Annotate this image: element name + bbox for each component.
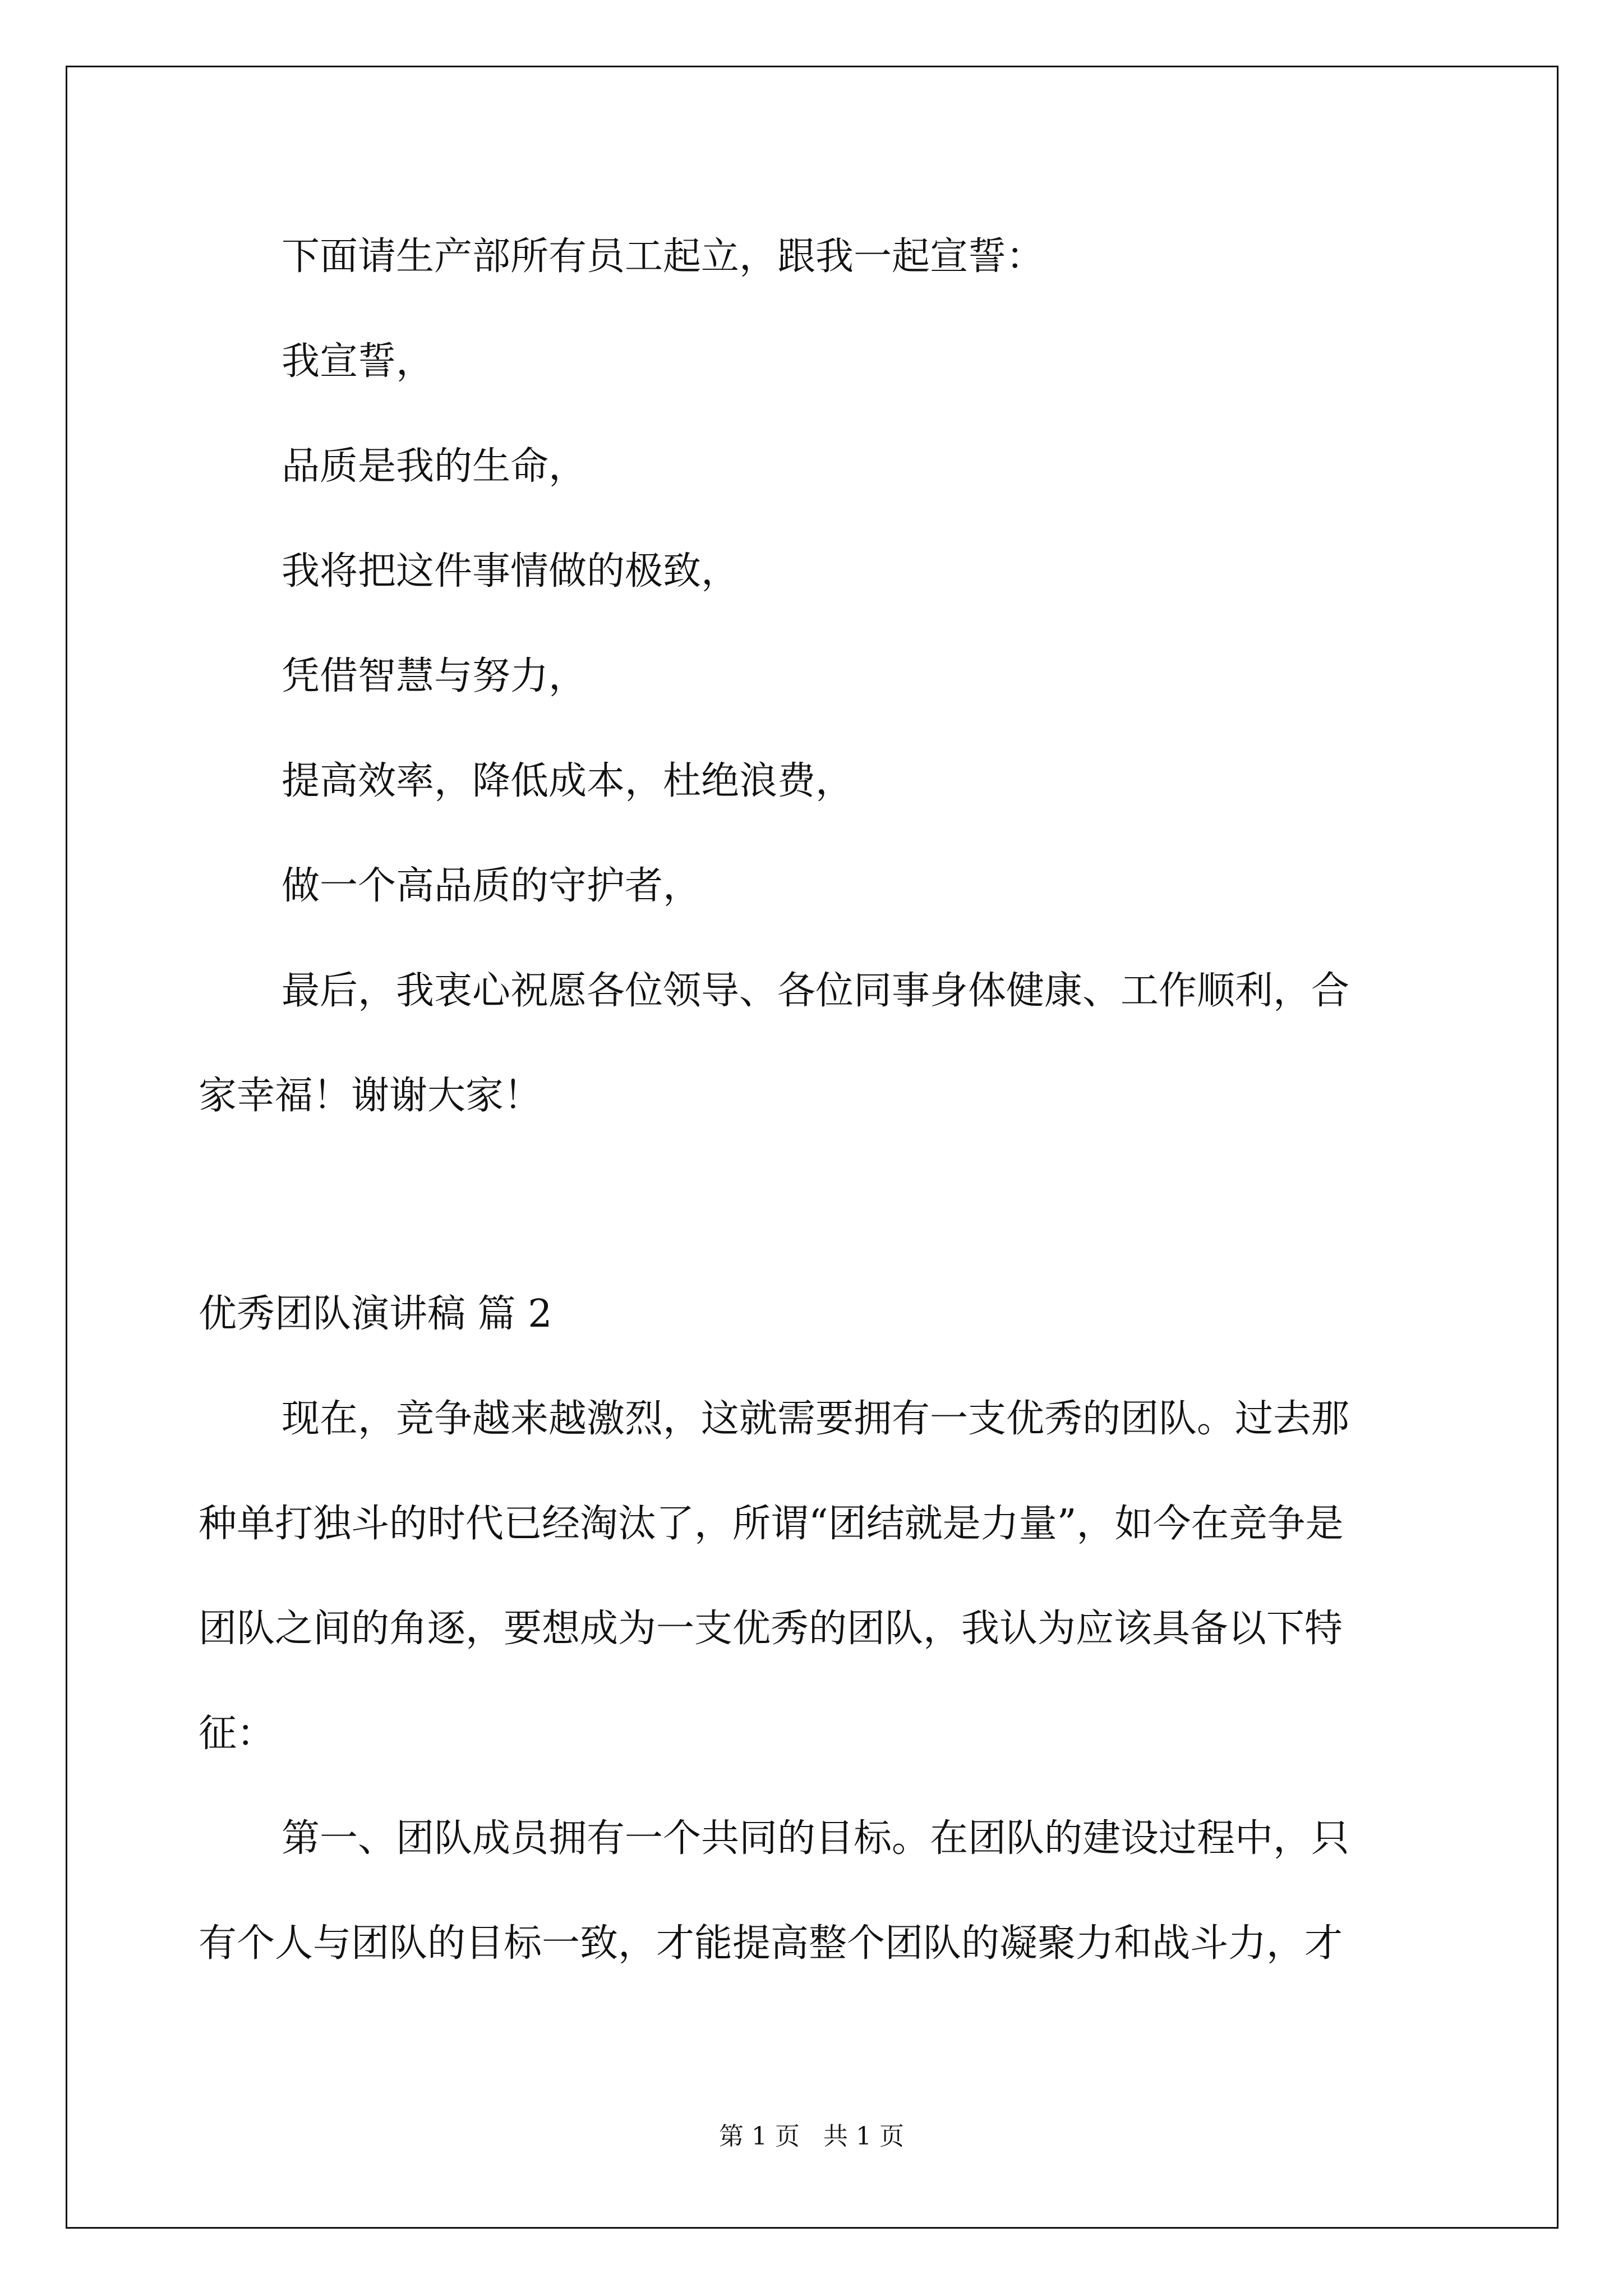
section-heading: 优秀团队演讲稿 篇 2	[199, 1292, 552, 1336]
text-line: 有个人与团队的目标一致，才能提高整个团队的凝聚力和战斗力，才	[199, 1921, 1343, 1966]
text-line: 家幸福！谢谢大家！	[199, 1074, 542, 1118]
text-line: 下面请生产部所有员工起立，跟我一起宣誓：	[282, 234, 1045, 279]
page-border	[66, 66, 1559, 2229]
text-line: 第一、团队成员拥有一个共同的目标。在团队的建设过程中，只	[282, 1816, 1350, 1861]
text-line: 凭借智慧与努力，	[282, 654, 587, 698]
text-line: 我宣誓，	[282, 339, 435, 384]
text-line: 做一个高品质的守护者，	[282, 864, 702, 908]
text-line: 我将把这件事情做的极致，	[282, 549, 740, 593]
text-line: 种单打独斗的时代已经淘汰了，所谓“团结就是力量”，如今在竞争是	[199, 1502, 1344, 1546]
text-line: 品质是我的生命，	[282, 444, 587, 489]
page-footer: 第 1 页 共 1 页	[719, 2122, 904, 2151]
text-line: 提高效率，降低成本，杜绝浪费，	[282, 759, 854, 803]
text-line: 征：	[199, 1711, 275, 1756]
text-line: 现在，竞争越来越激烈，这就需要拥有一支优秀的团队。过去那	[282, 1397, 1350, 1441]
text-line: 最后，我衷心祝愿各位领导、各位同事身体健康、工作顺利，合	[282, 969, 1350, 1013]
text-line: 团队之间的角逐，要想成为一支优秀的团队，我认为应该具备以下特	[199, 1607, 1343, 1651]
